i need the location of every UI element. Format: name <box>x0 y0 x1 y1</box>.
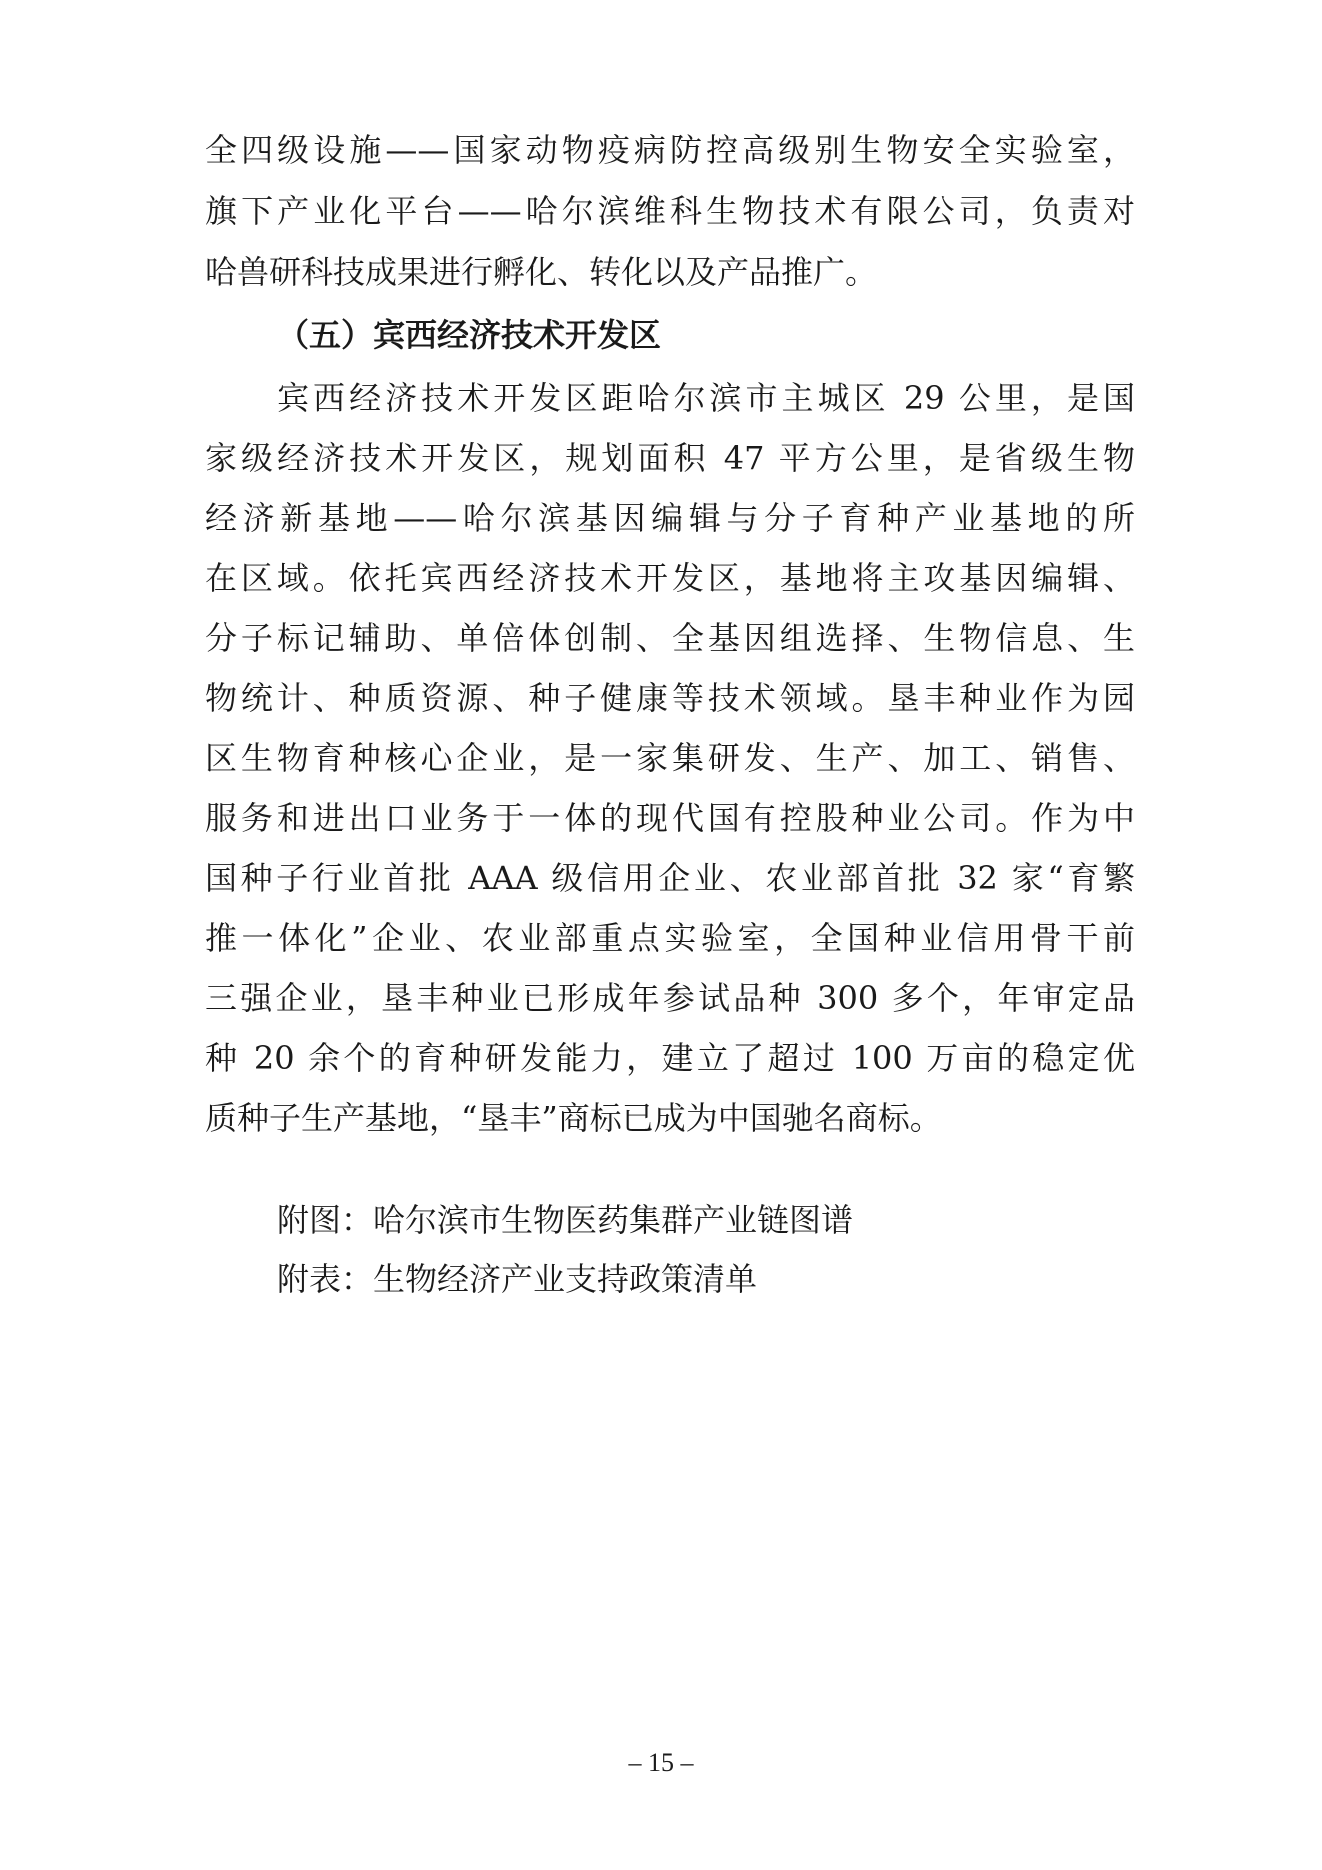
paragraph-line: 经济新基地——哈尔滨基因编辑与分子育种产业基地的所 <box>205 499 1135 537</box>
paragraph-line: 推一体化”企业、农业部重点实验室，全国种业信用骨干前 <box>205 919 1135 957</box>
page-number: – 15 – <box>628 1748 694 1777</box>
attachment-table: 附表：生物经济产业支持政策清单 <box>277 1260 758 1298</box>
paragraph-line: 质种子生产基地，“垦丰”商标已成为中国驰名商标。 <box>205 1099 942 1137</box>
paragraph-line: 物统计、种质资源、种子健康等技术领域。垦丰种业作为园 <box>205 679 1135 717</box>
paragraph-line: 服务和进出口业务于一体的现代国有控股种业公司。作为中 <box>205 799 1135 837</box>
paragraph-line: 区生物育种核心企业，是一家集研发、生产、加工、销售、 <box>205 739 1135 777</box>
paragraph-line: 在区域。依托宾西经济技术开发区，基地将主攻基因编辑、 <box>205 559 1135 597</box>
paragraph-line: 全四级设施——国家动物疫病防控高级别生物安全实验室， <box>205 131 1135 169</box>
paragraph-line: 宾西经济技术开发区距哈尔滨市主城区 29 公里，是国 <box>277 379 1135 417</box>
paragraph-line: 分子标记辅助、单倍体创制、全基因组选择、生物信息、生 <box>205 619 1135 657</box>
paragraph-line: 种 20 余个的育种研发能力，建立了超过 100 万亩的稳定优 <box>205 1039 1135 1077</box>
attachment-figure: 附图：哈尔滨市生物医药集群产业链图谱 <box>277 1201 854 1239</box>
paragraph-line: 三强企业，垦丰种业已形成年参试品种 300 多个，年审定品 <box>205 979 1135 1017</box>
paragraph-line: 国种子行业首批 AAA 级信用企业、农业部首批 32 家“育繁 <box>205 859 1135 897</box>
paragraph-line: 家级经济技术开发区，规划面积 47 平方公里，是省级生物 <box>205 439 1135 477</box>
paragraph-line: 旗下产业化平台——哈尔滨维科生物技术有限公司，负责对 <box>205 192 1135 230</box>
section-heading: （五）宾西经济技术开发区 <box>277 316 662 354</box>
paragraph-line: 哈兽研科技成果进行孵化、转化以及产品推广。 <box>205 253 878 291</box>
